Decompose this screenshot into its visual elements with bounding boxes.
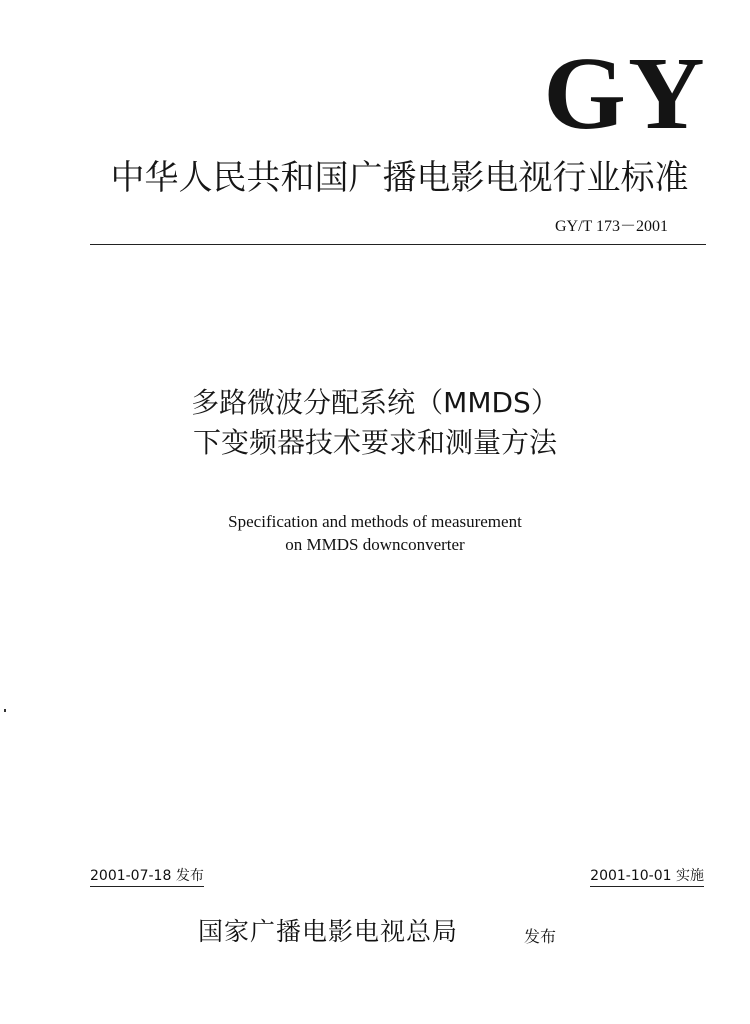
english-title-line-2: on MMDS downconverter xyxy=(285,535,465,554)
english-title-line-1: Specification and methods of measurement xyxy=(228,512,522,531)
implementation-date-line xyxy=(590,866,704,887)
chinese-title-line-1: 多路微波分配系统（MMDS） xyxy=(191,386,559,419)
implementation-date: 2001-10-01 xyxy=(590,868,672,884)
implementation-label: 实施 xyxy=(676,868,704,884)
header-divider xyxy=(90,244,706,245)
standard-category-title: 中华人民共和国广播电影电视行业标准 xyxy=(110,158,689,198)
issuing-authority-suffix: 发布 xyxy=(524,927,557,946)
release-label: 发布 xyxy=(175,868,204,884)
scan-speck xyxy=(4,709,6,712)
release-date: 2001-07-18 xyxy=(90,868,172,884)
gy-logo: GY xyxy=(543,36,707,151)
chinese-title-line-2: 下变频器技术要求和测量方法 xyxy=(192,426,557,459)
release-date-line xyxy=(90,866,204,887)
standard-number: GY/T 173－2001 xyxy=(554,218,668,235)
issuing-authority: 国家广播电影电视总局 xyxy=(198,917,459,946)
